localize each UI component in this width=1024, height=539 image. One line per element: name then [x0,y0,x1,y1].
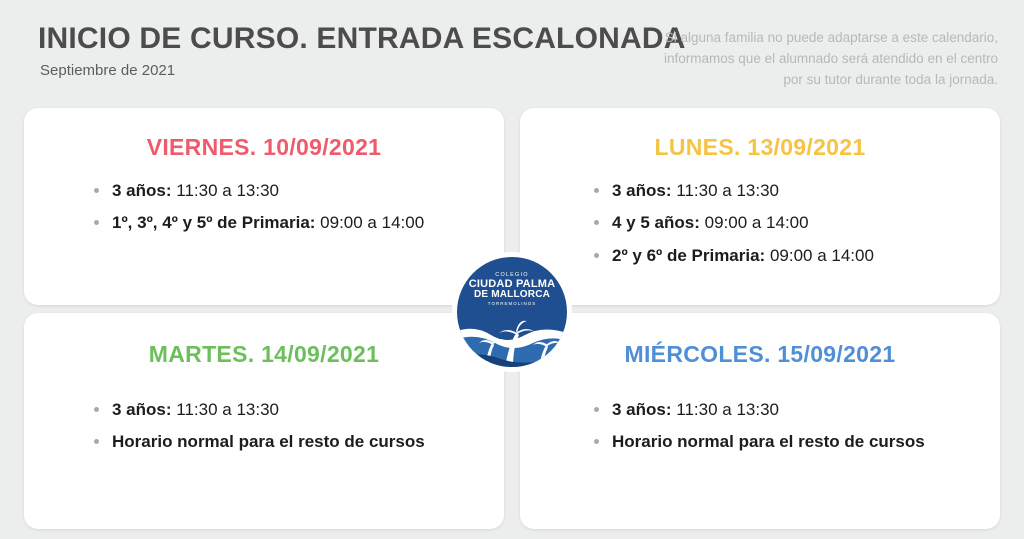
item-value: 11:30 a 13:30 [676,181,779,200]
item-value: 11:30 a 13:30 [176,181,279,200]
list-item [584,175,1000,207]
card-title-lunes: LUNES. 13/09/2021 [654,134,866,160]
palm-island-icon [457,305,567,367]
card-martes [24,313,504,529]
logo-line-2: CIUDAD PALMA [468,277,556,290]
header-note: Si alguna familia no puede adaptarse a este calendario, informamos que el alumnado será atendido en el centro por su tutor durante toda la jornada. [664,30,998,87]
card-miercoles [520,313,1000,529]
list-item [84,207,504,239]
item-value: 09:00 a 14:00 [704,213,809,233]
card-items-martes [24,394,504,459]
item-label: 3 años: [112,181,172,200]
card-title-viernes: VIERNES. 10/09/2021 [146,134,382,160]
card-items-viernes [24,175,504,240]
card-title-martes: MARTES. 14/09/2021 [148,341,380,367]
page-title: INICIO DE CURSO. ENTRADA ESCALONADA [38,22,686,55]
card-viernes [24,108,504,305]
item-value: 09:00 a 14:00 [769,245,874,265]
item-label: 4 y 5 años: [612,213,700,233]
card-title-miercoles: MIÉRCOLES. 15/09/2021 [624,341,896,367]
item-value: 11:30 a 13:30 [176,400,279,419]
card-items-miercoles [520,394,1000,459]
list-item [584,240,1000,272]
list-item [584,207,1000,239]
item-label: 1º, 3º, 4º y 5º de Primaria: [112,213,316,233]
page-header [0,0,1024,105]
logo-text [457,273,567,307]
item-value: 11:30 a 13:30 [676,400,779,419]
school-logo [452,252,572,372]
list-item [584,394,1000,426]
item-label: 3 años: [612,181,672,200]
list-item [84,426,504,458]
logo-line-3: DE MALLORCA [473,289,551,301]
logo-circle [457,257,567,367]
item-label: 3 años: [612,400,672,419]
item-label: 3 años: [112,400,172,419]
logo-line-1: COLEGIO [495,272,529,278]
card-lunes [520,108,1000,305]
item-label: 2º y 6º de Primaria: [612,245,766,265]
logo-line-4: TORREMOLINOS [487,300,537,306]
item-label: Horario normal para el resto de cursos [612,432,925,452]
list-item [84,394,504,426]
item-value: 09:00 a 14:00 [320,213,425,233]
item-label: Horario normal para el resto de cursos [112,432,425,452]
list-item [584,426,1000,458]
list-item [84,175,504,207]
page-subtitle: Septiembre de 2021 [40,62,176,79]
card-items-lunes [520,175,1000,272]
